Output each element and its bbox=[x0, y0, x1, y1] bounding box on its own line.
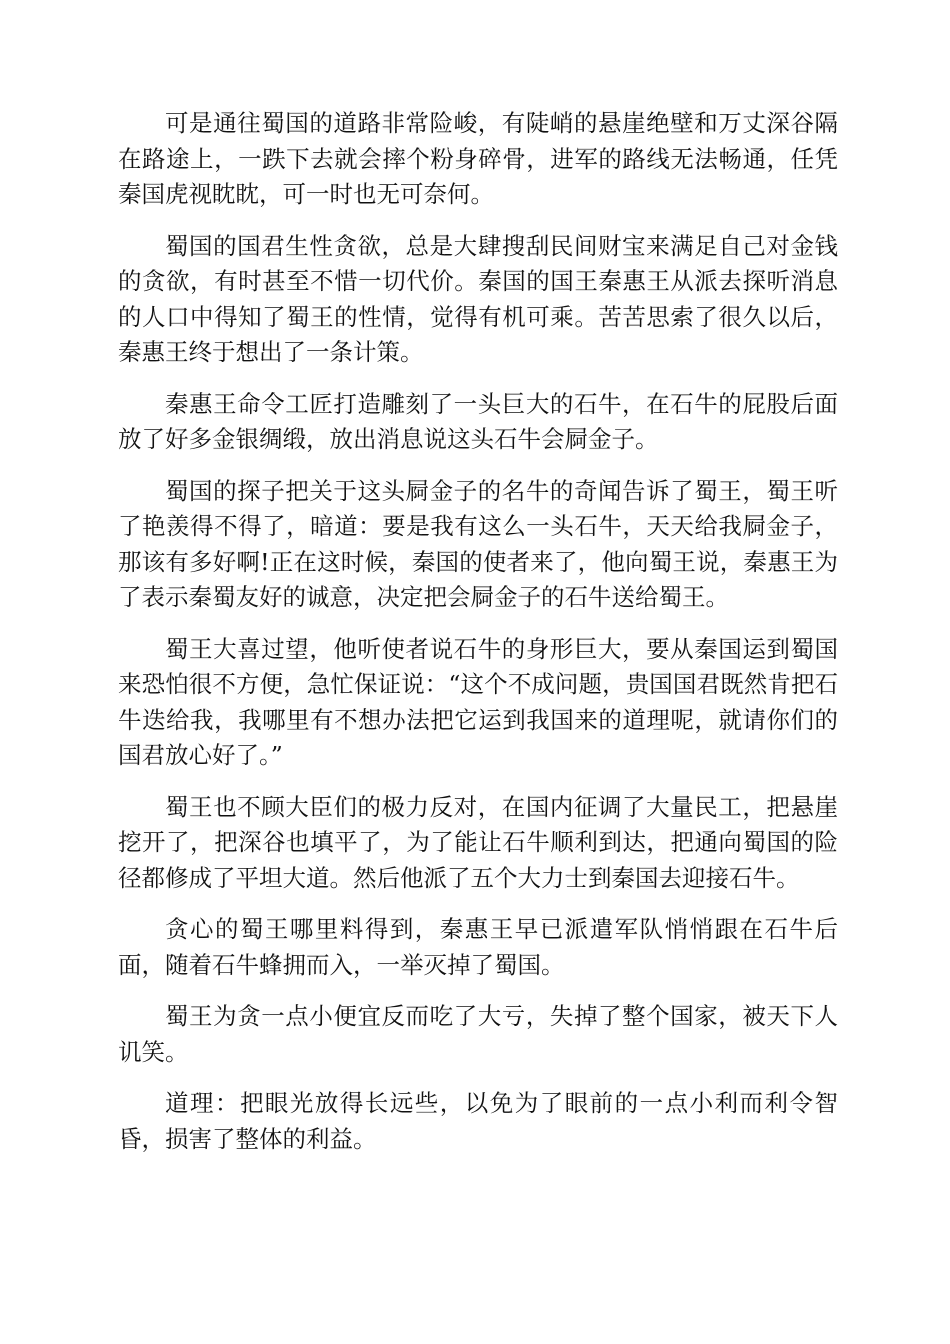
document-body bbox=[118, 106, 838, 1173]
paragraph-spy-report: 蜀国的探子把关于这头屙金子的名牛的奇闻告诉了蜀王，蜀王听了艳羡得不得了，暗道：要是我有这么一头石牛，天天给我屙金子，那该有多好啊!正在这时候，秦国的使者来了，他向蜀王说，秦惠王为了表示秦蜀友好的诚意，决定把会屙金子的石牛送给蜀王。 bbox=[118, 476, 838, 611]
paragraph-shu-king-greed: 蜀国的国君生性贪欲，总是大肆搜刮民间财宝来满足自己对金钱的贪欲，有时甚至不惜一切代价。秦国的国王秦惠王从派去探听消息的人口中得知了蜀王的性情，觉得有机可乘。苦苦思索了很久以后，秦惠王终于想出了一条计策。 bbox=[118, 231, 838, 366]
paragraph-king-promise: 蜀王大喜过望，他听使者说石牛的身形巨大，要从秦国运到蜀国来恐怕很不方便，急忙保证说：“这个不成问题，贵国国君既然肯把石牛迭给我，我哪里有不想办法把它运到我国来的道理呢，就请你们的国君放心好了。” bbox=[118, 634, 838, 769]
paragraph-moral: 道理：把眼光放得长远些，以免为了眼前的一点小利而利令智昏，损害了整体的利益。 bbox=[118, 1089, 838, 1153]
paragraph-road-to-shu: 可是通往蜀国的道路非常险峻，有陡峭的悬崖绝壁和万丈深谷隔在路途上，一跌下去就会摔个粉身碎骨，进军的路线无法畅通，任凭秦国虎视眈眈，可一时也无可奈何。 bbox=[118, 109, 838, 208]
paragraph-conquest: 贪心的蜀王哪里料得到，秦惠王早已派遣军队悄悄跟在石牛后面，随着石牛蜂拥而入，一举灭掉了蜀国。 bbox=[118, 915, 838, 979]
paragraph-road-building: 蜀王也不顾大臣们的极力反对，在国内征调了大量民工，把悬崖挖开了，把深谷也填平了，为了能让石牛顺利到达，把通向蜀国的险径都修成了平坦大道。然后他派了五个大力士到秦国去迎接石牛。 bbox=[118, 792, 838, 892]
paragraph-lost-kingdom: 蜀王为贪一点小便宜反而吃了大亏，失掉了整个国家，被天下人讥笑。 bbox=[118, 1002, 838, 1066]
paragraph-stone-ox: 秦惠王命令工匠打造雕刻了一头巨大的石牛，在石牛的屁股后面放了好多金银绸缎，放出消息说这头石牛会屙金子。 bbox=[118, 389, 838, 453]
